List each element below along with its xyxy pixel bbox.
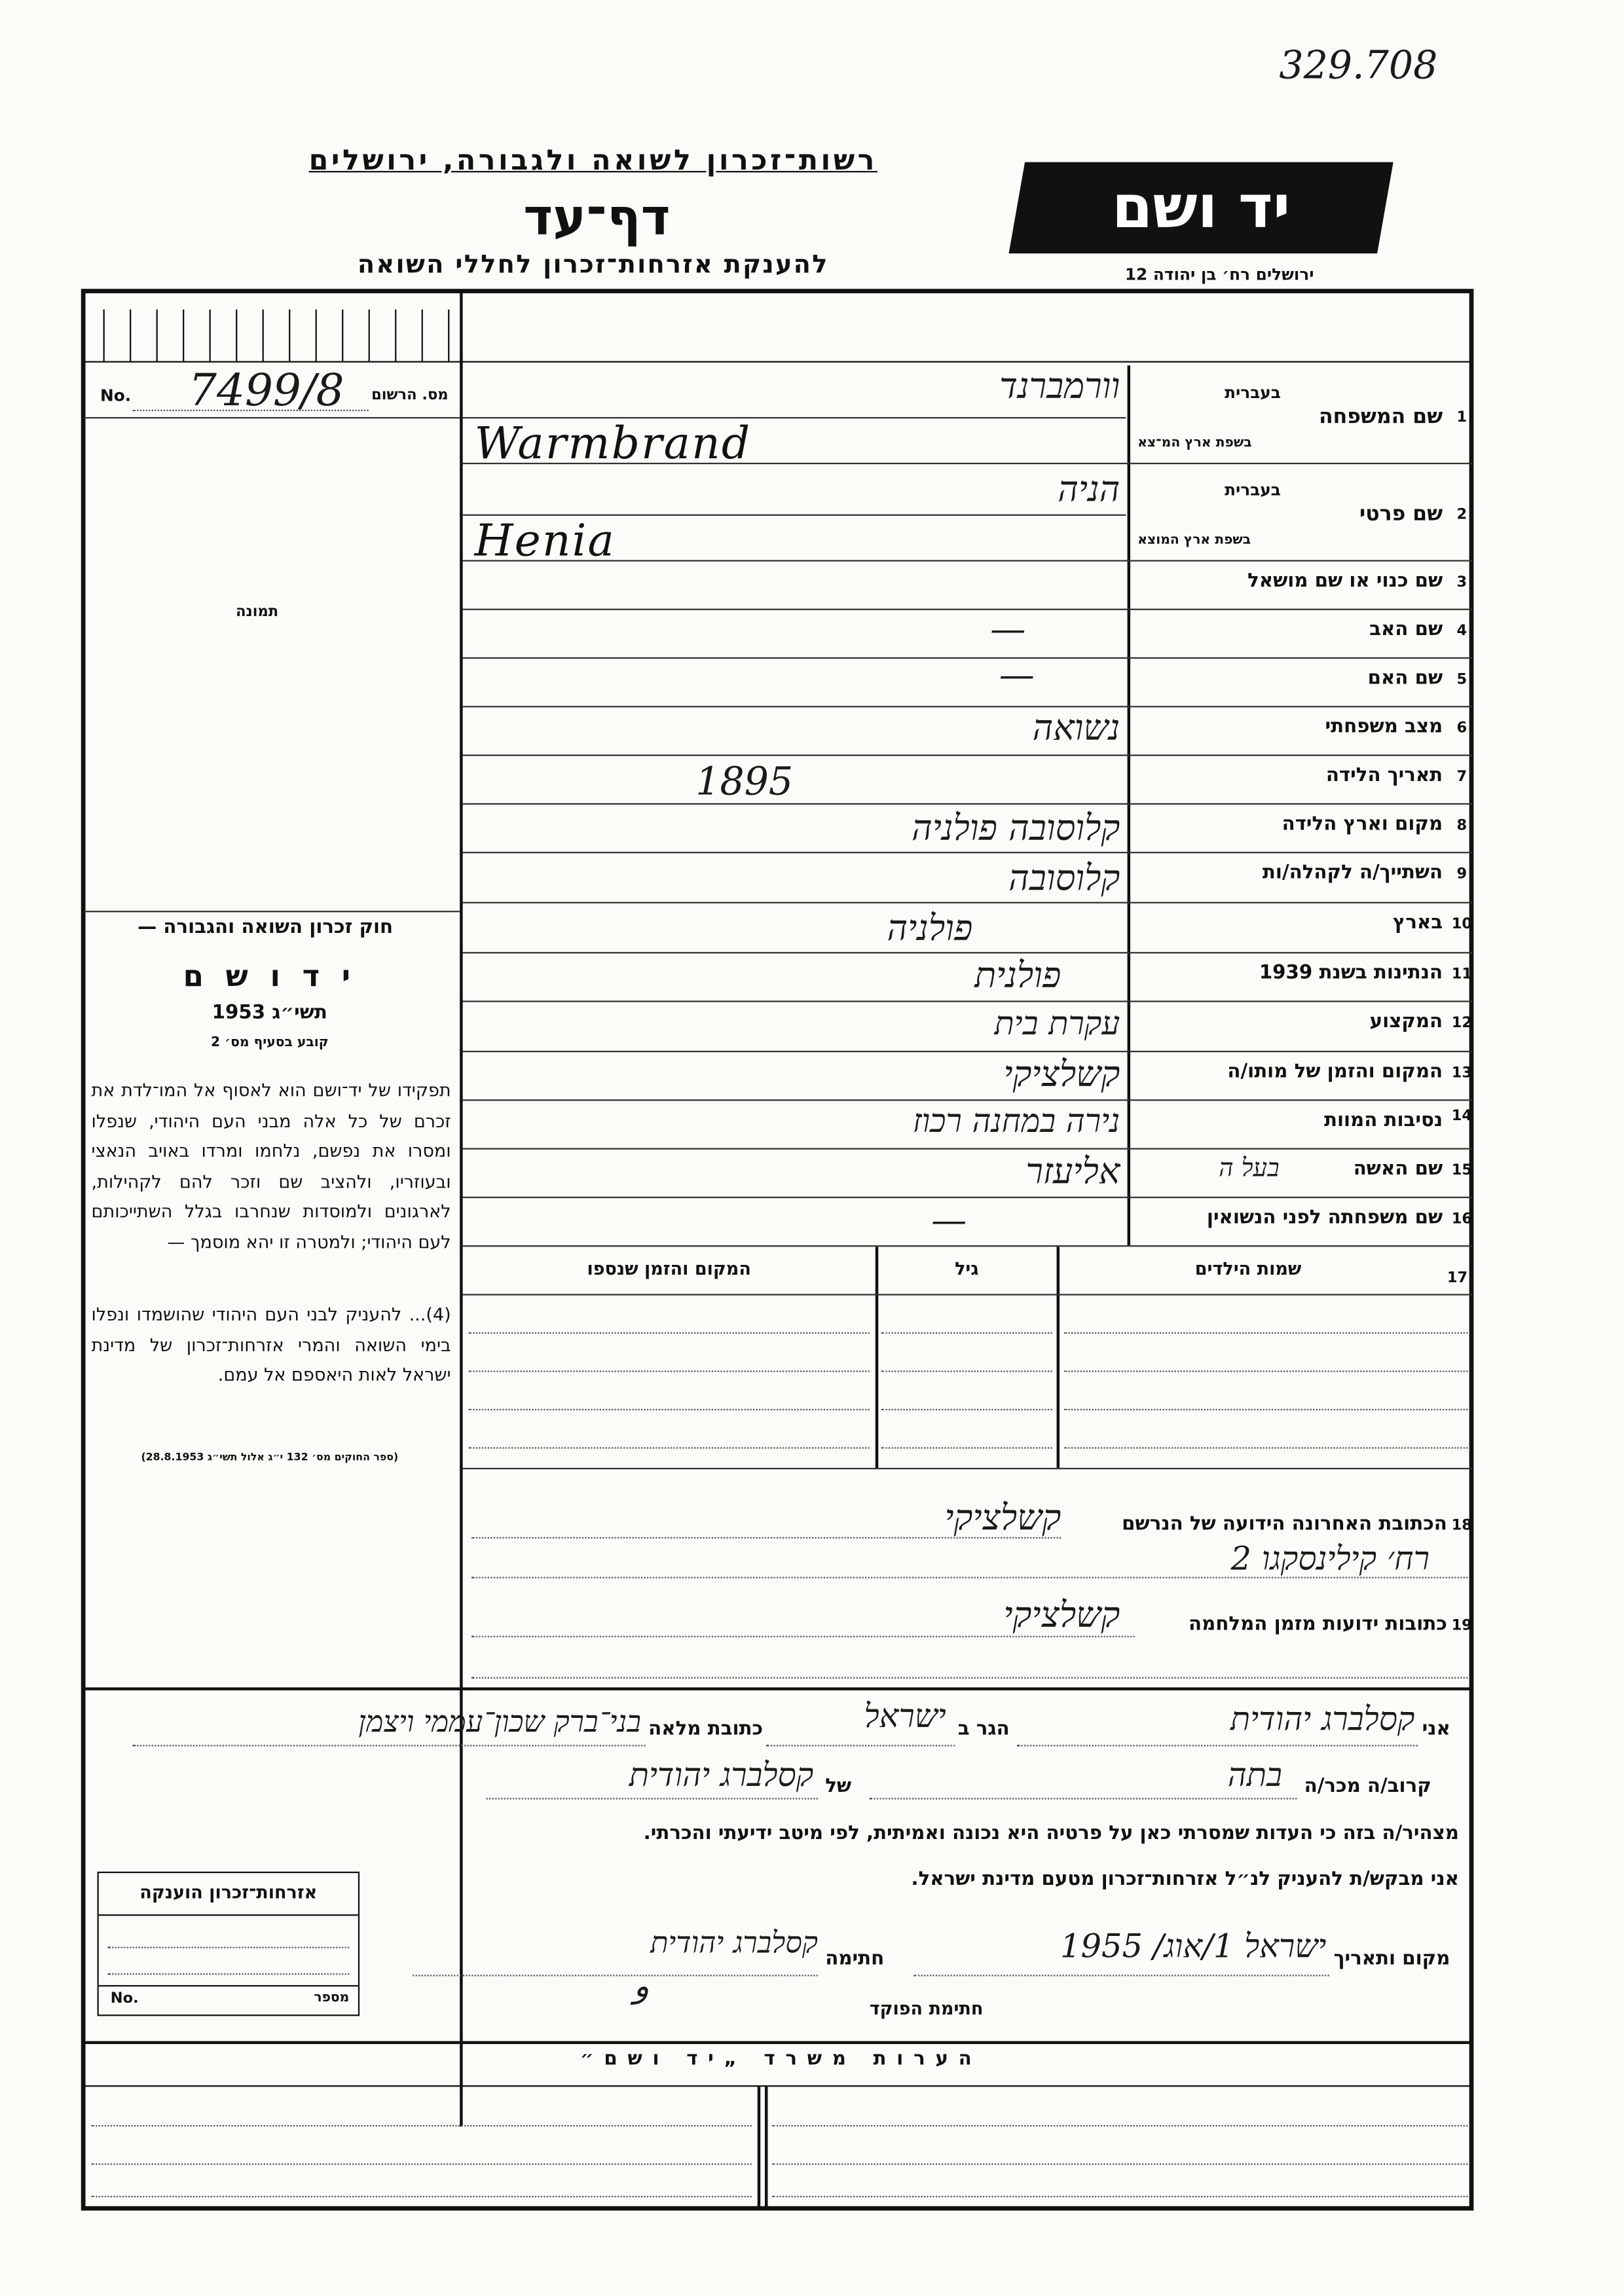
signature-label: חתימה <box>825 1948 885 1971</box>
field-row-13: 13 המקום והזמן של מותו/ה <box>1227 1061 1473 1084</box>
top-checkboxes <box>86 310 460 361</box>
birth-date-value[interactable]: 1895 <box>695 760 794 805</box>
declarant-name[interactable]: קסלברג יהודית <box>1230 1702 1415 1740</box>
field-row-12: 12 המקצוע <box>1369 1011 1473 1033</box>
field-row-4: 4 שם האב <box>1369 619 1467 642</box>
law-paragraph-1: תפקידו של יד־ושם הוא לאסוף אל המו־לדת את זכרם של כל אלה מבני העם היהודי, שנפלו ומסרו את נפשם, נלחמו ומרדו באויב הנאצי ובעוזריו, ולהציב שם וזכר להם לקהילות, לארגונים ולמוסדות שנחרבו בגלל השתייכותם לעם היהודי; ולמטרה זו יהא מוסמך — <box>91 1080 451 1252</box>
of-label: של <box>825 1776 852 1798</box>
field-row-7: 7 תאריך הלידה <box>1325 765 1467 788</box>
yad-vashem-logo: יד ושם <box>1008 162 1393 254</box>
last-address-value-2[interactable]: רח׳ קילינסקגו 2 <box>1230 1541 1430 1578</box>
place-time-death-value[interactable]: קשלציקי <box>1003 1053 1120 1095</box>
declarant-label: אני <box>1422 1718 1450 1741</box>
field-row-3: 3 שם כנוי או שם מושאל <box>1247 570 1467 592</box>
surname-hebrew[interactable]: וורמברנד <box>999 365 1120 407</box>
official-signature-label: חתימת הפוקד <box>869 1998 984 2019</box>
spouse-name-value[interactable]: אליעזר <box>1025 1151 1120 1193</box>
children-col-age: גיל <box>955 1258 979 1279</box>
address-num-18: 18 <box>1451 1518 1472 1535</box>
law-heading: חוק זכרון השואה והגבורה — <box>137 917 394 939</box>
field-row-11: 11 הנתינות בשנת 1939 <box>1259 962 1473 985</box>
of-value[interactable]: קסלברג יהודית <box>629 1758 814 1795</box>
address-num-19: 19 <box>1451 1618 1472 1635</box>
field-row-1: 1 שם המשפחה בעברית בשפת ארץ המ־צא <box>1137 383 1467 451</box>
registration-no-label: No. <box>100 386 132 406</box>
maiden-name-value[interactable]: — <box>931 1199 967 1241</box>
citizenship-box: אזרחות־זכרון הוענקה No. מספר <box>98 1872 360 2016</box>
field-row-10: 10 בארץ <box>1393 912 1473 935</box>
war-addresses-label: כתובות ידועות מזמן המלחמה <box>1189 1613 1447 1636</box>
full-address-value[interactable]: בני־ברק שכון־עממי ויצמן <box>358 1704 641 1740</box>
field-row-16: 16 שם משפחתה לפני הנשואין <box>1206 1207 1473 1230</box>
law-reference: (ספר החוקים מס׳ 132 י״ג אלול תשי״ג 28.8.1953) <box>141 1451 399 1464</box>
registration-number-label: מס. הרשום <box>371 388 449 404</box>
children-num: 17 <box>1447 1270 1468 1287</box>
death-circumstances-value[interactable]: נירה במחנה רכוז <box>912 1103 1120 1141</box>
field-row-9: 9 השתייך/ה לקהלה/ות <box>1262 862 1467 884</box>
signature-value[interactable]: קסלברג יהודית <box>650 1924 818 1960</box>
law-paragraph-2: (4)... להעניק לבני העם היהודי שהושמדו ונפלו בימי השואה והמרי אזרחות־זכרון של מדינת ישראל לאות היאספם אל עמם. <box>91 1304 451 1385</box>
law-year: תשי״ג 1953 <box>212 1002 327 1025</box>
last-address-value[interactable]: קשלציקי <box>944 1497 1061 1539</box>
logo-address: ירושלים רח׳ בן יהודה 12 <box>1124 265 1314 285</box>
birthplace-value[interactable]: קלוסובה פולניה <box>912 807 1120 849</box>
community-value[interactable]: קלוסובה <box>1008 858 1120 900</box>
place-date-value[interactable]: ישראל 1/אוג/ 1955 <box>1060 1929 1327 1966</box>
children-col-names: שמות הילדים <box>1194 1258 1302 1279</box>
last-address-label: הכתובת האחרונה הידועה של הנרשם <box>1122 1513 1447 1536</box>
declaration-statement-1: מצהיר/ה בזה כי העדות שמסרתי כאן על פרטיה היא נכונה ואמיתית, לפי מיטב ידיעתי והכרתי. <box>643 1823 1459 1846</box>
war-addresses-value[interactable]: קשלציקי <box>1003 1594 1120 1636</box>
field-row-5: 5 שם האם <box>1367 667 1467 690</box>
surname-latin[interactable]: Warmbrand <box>474 418 752 471</box>
father-name-value[interactable]: — <box>990 608 1026 650</box>
field-row-6: 6 מצב משפחתי <box>1325 716 1467 738</box>
form-subtitle: להענקת אזרחות־זכרון לחללי השואה <box>357 250 829 280</box>
field-row-2: 2 שם פרטי בעברית בשפת ארץ המוצא <box>1137 480 1467 549</box>
full-address-label: כתובת מלאה <box>648 1718 764 1741</box>
law-name: י ד ו ש ם <box>183 958 356 994</box>
form-title: דף־עד <box>523 189 671 248</box>
field-row-8: 8 מקום וארץ הלידה <box>1282 813 1467 836</box>
children-col-place: המקום והזמן שנספו <box>587 1258 751 1279</box>
signature-scribble: ﻭ <box>633 1969 650 2006</box>
archive-number: 329.708 <box>1279 44 1438 89</box>
mother-name-value[interactable]: — <box>999 654 1035 696</box>
field-row-14: 14 נסיבות המוות <box>1323 1108 1473 1132</box>
relationship-value[interactable]: בתה <box>1227 1758 1282 1795</box>
first-name-hebrew[interactable]: הניה <box>1058 468 1120 510</box>
country-value[interactable]: פולניה <box>887 907 973 949</box>
citizenship-1939-value[interactable]: פולנית <box>974 955 1061 996</box>
first-name-latin[interactable]: Henia <box>474 515 616 568</box>
occupation-value[interactable]: עקרת בית <box>994 1006 1120 1044</box>
residence-label: הגר ב <box>957 1718 1010 1741</box>
office-notes-title: הערות משרד „יד ושם״ <box>580 2048 982 2071</box>
institution-title: רשות־זכרון לשואה ולגבורה, ירושלים <box>308 144 877 177</box>
marital-status-value[interactable]: נשואה <box>1032 707 1120 749</box>
residence-value[interactable]: ישראל <box>864 1699 946 1736</box>
relationship-label: קרוב/ה מכר/ה <box>1304 1776 1431 1798</box>
field-row-15: 15 שם האשה בעל ה <box>1219 1154 1473 1184</box>
law-section: קובע בסעיף מס׳ 2 <box>211 1036 329 1051</box>
place-date-label: מקום ותאריך <box>1333 1948 1450 1971</box>
declaration-statement-2: אני מבקש/ת להעניק לנ״ל אזרחות־זכרון מטעם מדינת ישראל. <box>911 1868 1459 1891</box>
registration-number[interactable]: 7499/8 <box>189 365 344 418</box>
photo-label: תמונה <box>236 604 279 621</box>
